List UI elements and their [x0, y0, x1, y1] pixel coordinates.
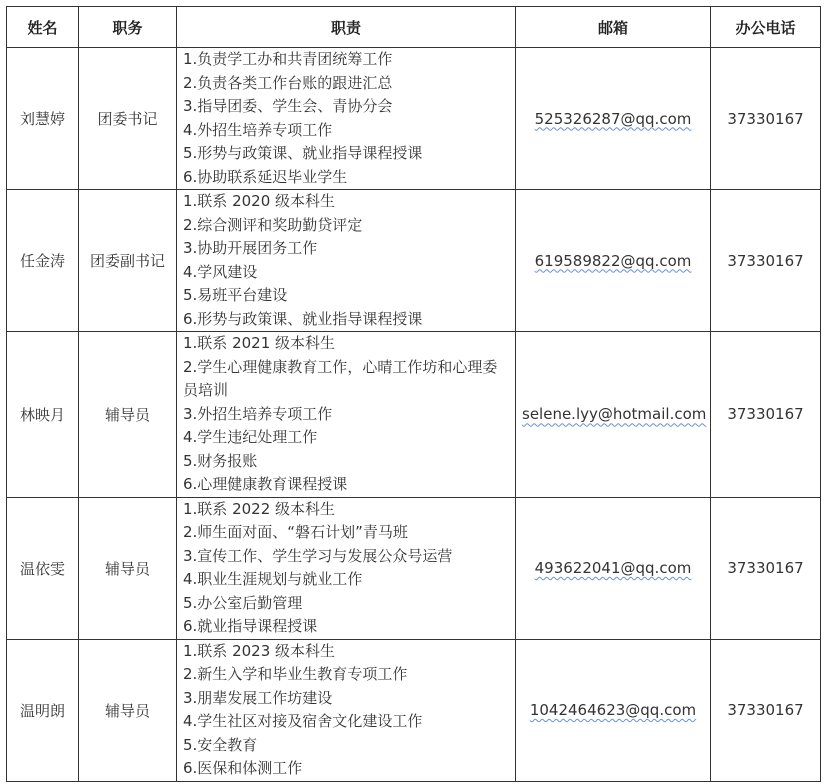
duty-item: 4.学生社区对接及宿舍文化建设工作	[183, 712, 423, 730]
office-phone: 37330167	[727, 559, 804, 577]
table-row	[7, 639, 821, 781]
duty-item: 3.外招生培养专项工作	[183, 404, 333, 423]
duty-item: 1.联系 2020 级本科生	[183, 192, 336, 210]
duties-cell	[177, 639, 516, 781]
name-cell	[7, 48, 79, 190]
phone-cell	[711, 48, 821, 190]
duties-cell	[177, 48, 516, 190]
header-title: 职务	[79, 7, 177, 48]
duties-cell	[177, 190, 516, 332]
title-cell	[79, 332, 177, 498]
duty-item: 1.负责学工办和共青团统筹工作	[183, 50, 393, 68]
duty-item: 5.办公室后勤管理	[183, 593, 303, 612]
email-address: selene.lyy@hotmail.com	[522, 405, 707, 424]
title-cell	[79, 497, 177, 639]
duty-item: 5.财务报账	[183, 451, 258, 470]
staff-title: 辅导员	[104, 701, 150, 720]
office-phone: 37330167	[727, 109, 804, 128]
duty-item: 3.协助开展团务工作	[183, 239, 318, 257]
phone-cell	[711, 639, 821, 781]
staff-name: 温明朗	[19, 701, 65, 720]
duty-item: 1.联系 2023 级本科生	[183, 641, 336, 660]
email-address: 493622041@qq.com	[534, 559, 692, 577]
header-row	[7, 7, 821, 48]
duties-cell	[177, 497, 516, 639]
title-cell	[79, 190, 177, 332]
staff-title: 团委书记	[97, 110, 158, 128]
duty-item: 4.外招生培养专项工作	[183, 120, 333, 139]
duty-item: 4.学风建设	[183, 262, 258, 281]
table-row	[7, 48, 821, 190]
duty-item: 6.形势与政策课、就业指导课程授课	[183, 309, 423, 328]
office-phone: 37330167	[727, 701, 804, 719]
duty-item: 6.心理健康教育课程授课	[183, 475, 348, 493]
duty-item: 4.职业生涯规划与就业工作	[183, 570, 363, 588]
title-cell	[79, 48, 177, 190]
duty-item: 3.指导团委、学生会、青协分会	[183, 97, 393, 115]
office-phone: 37330167	[727, 405, 804, 424]
title-cell	[79, 639, 177, 781]
header-duties: 职责	[177, 7, 516, 48]
office-phone: 37330167	[727, 251, 804, 270]
staff-name: 刘慧婷	[19, 110, 65, 128]
duty-item: 3.朋辈发展工作坊建设	[183, 688, 333, 707]
duty-item: 1.联系 2021 级本科生	[183, 334, 336, 352]
header-phone: 办公电话	[711, 7, 821, 48]
duty-item: 5.安全教育	[183, 735, 258, 754]
duty-item: 2.综合测评和奖助勤贷评定	[183, 215, 363, 234]
header-email: 邮箱	[516, 7, 711, 48]
name-cell	[7, 639, 79, 781]
name-cell	[7, 190, 79, 332]
name-cell	[7, 497, 79, 639]
duty-item: 2.学生心理健康教育工作，心晴工作坊和心理委员培训	[183, 357, 498, 399]
duty-item: 2.师生面对面、“磐石计划”青马班	[183, 523, 408, 541]
duty-item: 2.新生入学和毕业生教育专项工作	[183, 665, 408, 683]
email-cell	[516, 48, 711, 190]
email-cell	[516, 190, 711, 332]
email-address: 525326287@qq.com	[534, 109, 692, 128]
phone-cell	[711, 190, 821, 332]
table-row	[7, 190, 821, 332]
staff-name: 温依雯	[19, 559, 65, 578]
duty-item: 6.就业指导课程授课	[183, 617, 318, 635]
email-address: 1042464623@qq.com	[529, 701, 697, 719]
duty-item: 5.形势与政策课、就业指导课程授课	[183, 144, 423, 162]
email-cell	[516, 639, 711, 781]
phone-cell	[711, 497, 821, 639]
staff-name: 任金涛	[19, 252, 65, 270]
staff-title: 团委副书记	[89, 252, 165, 270]
phone-cell	[711, 332, 821, 498]
staff-title: 辅导员	[104, 559, 150, 578]
duty-item: 6.协助联系延迟毕业学生	[183, 167, 348, 186]
staff-title: 辅导员	[104, 405, 150, 424]
duties-cell	[177, 332, 516, 498]
duty-item: 4.学生违纪处理工作	[183, 428, 318, 446]
duty-item: 6.医保和体测工作	[183, 759, 303, 777]
duty-item: 5.易班平台建设	[183, 286, 288, 304]
table-row	[7, 497, 821, 639]
email-cell	[516, 332, 711, 498]
email-address: 619589822@qq.com	[534, 251, 692, 270]
header-name: 姓名	[7, 7, 79, 48]
duty-item: 2.负责各类工作台账的跟进汇总	[183, 73, 393, 92]
duty-item: 3.宣传工作、学生学习与发展公众号运营	[183, 546, 453, 565]
email-cell	[516, 497, 711, 639]
duty-item: 1.联系 2022 级本科生	[183, 499, 336, 518]
name-cell	[7, 332, 79, 498]
staff-table	[6, 6, 821, 782]
table-row	[7, 332, 821, 498]
staff-name: 林映月	[19, 405, 65, 424]
